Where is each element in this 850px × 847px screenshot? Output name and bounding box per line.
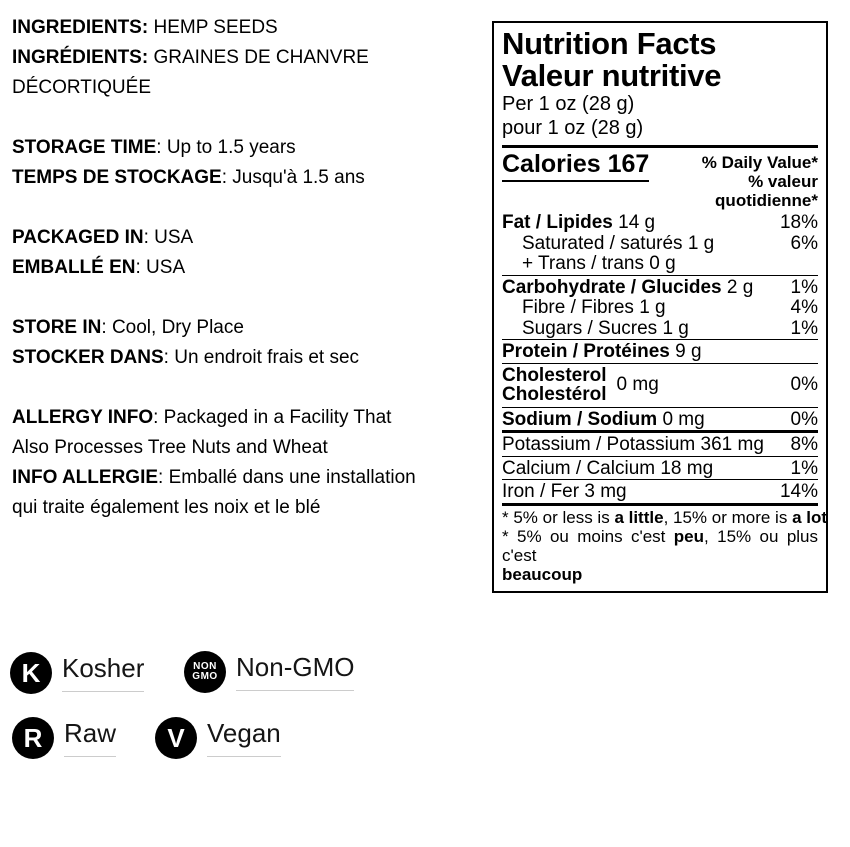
divider — [502, 339, 818, 340]
product-info-column — [12, 13, 486, 553]
vegan-icon — [155, 717, 197, 759]
cholesterol-dv: 0% — [790, 374, 818, 396]
allergy-fr-value: : Emballé dans une installation — [158, 467, 416, 488]
carb-amount: 2 g — [721, 276, 754, 298]
row-sugars — [502, 318, 818, 339]
vegan-icon-letter: V — [167, 723, 185, 753]
calories-number: 167 — [607, 150, 650, 178]
badge-kosher-label: Kosher — [62, 654, 144, 692]
divider — [502, 363, 818, 364]
allergy-fr-value2: qui traite également les noix et le blé — [12, 497, 321, 518]
nutrition-facts-panel — [492, 21, 828, 593]
footnote-fr-mid: , 15% ou plus c'est — [502, 526, 819, 565]
sodium-name: Sodium / Sodium — [502, 408, 658, 430]
saturated-name: Saturated / saturés 1 g — [522, 232, 715, 254]
row-calcium — [502, 458, 818, 479]
cholesterol-amount: 0 mg — [616, 374, 659, 396]
calcium-name: Calcium / Calcium 18 mg — [502, 457, 714, 479]
serving-size-fr: pour 1 oz (28 g) — [502, 117, 644, 139]
ingredients-en-label: INGREDIENTS: — [12, 17, 149, 38]
storage-time-group — [12, 133, 486, 193]
ingredients-en — [12, 13, 486, 43]
packaged-in-group — [12, 223, 486, 283]
non-gmo-icon — [184, 651, 226, 693]
serving-size-en: Per 1 oz (28 g) — [502, 93, 635, 115]
allergy-en-label: ALLERGY INFO — [12, 407, 154, 428]
cholesterol-name — [502, 366, 607, 405]
divider — [502, 275, 818, 276]
footnote-fr-bold1: peu — [673, 526, 705, 546]
row-saturated-fat — [502, 233, 818, 254]
packaged-in-en — [12, 223, 486, 253]
store-in-en-value: : Cool, Dry Place — [101, 317, 244, 338]
nutrition-title-en: Nutrition Facts — [502, 26, 717, 61]
storage-time-en-value: : Up to 1.5 years — [156, 137, 296, 158]
footnote-fr-pre: * 5% ou moins c'est — [502, 526, 674, 546]
row-carbohydrate — [502, 277, 818, 298]
sodium-amount: 0 mg — [657, 408, 705, 430]
store-in-en-label: STORE IN — [12, 317, 102, 338]
storage-time-fr-label: TEMPS DE STOCKAGE — [12, 167, 222, 188]
badge-vegan-label: Vegan — [207, 719, 281, 757]
divider — [502, 456, 818, 457]
badge-raw — [12, 717, 116, 759]
cholesterol-name-en: Cholesterol — [502, 364, 607, 386]
packaged-in-en-value: : USA — [143, 227, 194, 248]
badge-raw-label: Raw — [64, 719, 116, 757]
badge-kosher — [10, 652, 144, 694]
row-sodium — [502, 409, 818, 430]
kosher-icon-letter: K — [21, 658, 41, 688]
cholesterol-name-fr: Cholestérol — [502, 384, 607, 405]
packaged-in-fr-value: : USA — [135, 257, 186, 278]
sodium-dv: 0% — [790, 408, 818, 430]
store-in-fr — [12, 343, 486, 373]
calories-label: Calories — [502, 150, 601, 178]
potassium-dv: 8% — [790, 434, 818, 455]
iron-dv: 14% — [779, 481, 818, 502]
allergy-info-group — [12, 403, 486, 523]
sugars-dv: 1% — [790, 317, 818, 339]
packaged-in-en-label: PACKAGED IN — [12, 227, 144, 248]
ingredients-fr-line2 — [12, 73, 486, 103]
allergy-en — [12, 403, 486, 433]
nutrition-title-fr: Valeur nutritive — [502, 58, 722, 93]
divider-medium — [502, 503, 818, 506]
carb-dv: 1% — [790, 276, 818, 298]
row-fat — [502, 212, 818, 233]
row-cholesterol — [502, 365, 818, 406]
row-trans-fat — [502, 253, 818, 274]
protein-name: Protein / Protéines — [502, 341, 670, 362]
raw-icon-letter: R — [23, 723, 43, 753]
footnote-en-pre: * 5% or less is — [502, 507, 615, 527]
store-in-fr-label: STOCKER DANS — [12, 347, 164, 368]
footnote-en-bold1: a little — [614, 507, 664, 527]
footnote-fr-line2 — [502, 565, 818, 584]
footnote-en-bold2: a lot — [792, 507, 828, 527]
allergy-fr-line2 — [12, 493, 486, 523]
footnote-en-mid: , 15% or more is — [663, 507, 793, 527]
fat-name: Fat / Lipides — [502, 212, 613, 233]
ingredients-fr-label: INGRÉDIENTS: — [12, 47, 149, 68]
packaged-in-fr — [12, 253, 486, 283]
daily-value-header-en: % Daily Value* — [701, 153, 818, 172]
allergy-en-value2: Also Processes Tree Nuts and Wheat — [12, 437, 328, 458]
fat-amount: 14 g — [612, 212, 656, 233]
badge-non-gmo — [184, 651, 354, 693]
iron-name: Iron / Fer 3 mg — [502, 481, 627, 502]
footnote-fr — [502, 527, 818, 565]
row-protein — [502, 341, 818, 362]
calcium-dv: 1% — [790, 457, 818, 479]
row-fibre — [502, 297, 818, 318]
allergy-fr-label: INFO ALLERGIE — [12, 467, 159, 488]
daily-value-header — [649, 151, 818, 210]
calories-value — [502, 151, 649, 182]
footnote — [502, 507, 828, 584]
row-iron — [502, 481, 818, 502]
non-gmo-icon-line2: GMO — [192, 671, 218, 682]
ingredients-en-value: HEMP SEEDS — [148, 17, 278, 38]
packaged-in-fr-label: EMBALLÉ EN — [12, 257, 136, 278]
storage-time-fr-value: : Jusqu'à 1.5 ans — [221, 167, 365, 188]
divider — [502, 407, 818, 408]
trans-name: + Trans / trans 0 g — [522, 253, 676, 274]
allergy-fr — [12, 463, 486, 493]
daily-value-header-fr: % valeur quotidienne* — [715, 172, 818, 210]
store-in-group — [12, 313, 486, 373]
footnote-fr-bold2: beaucoup — [502, 564, 583, 584]
divider-medium — [502, 430, 818, 433]
store-in-en — [12, 313, 486, 343]
badge-non-gmo-label: Non-GMO — [236, 653, 354, 691]
divider — [502, 479, 818, 480]
footnote-en — [502, 507, 828, 527]
storage-time-en — [12, 133, 486, 163]
potassium-name: Potassium / Potassium 361 mg — [502, 434, 764, 455]
kosher-icon — [10, 652, 52, 694]
non-gmo-icon-text — [192, 662, 217, 682]
fibre-dv: 4% — [790, 297, 818, 318]
ingredients-group — [12, 13, 486, 103]
badge-vegan — [155, 717, 281, 759]
allergy-en-value: : Packaged in a Facility That — [153, 407, 392, 428]
non-gmo-icon-line1: NON — [193, 661, 217, 672]
fibre-name: Fibre / Fibres 1 g — [522, 297, 666, 318]
fat-dv: 18% — [779, 212, 818, 233]
storage-time-fr — [12, 163, 486, 193]
store-in-fr-value: : Un endroit frais et sec — [163, 347, 360, 368]
storage-time-en-label: STORAGE TIME — [12, 137, 157, 158]
allergy-en-line2 — [12, 433, 486, 463]
raw-icon — [12, 717, 54, 759]
carb-name: Carbohydrate / Glucides — [502, 276, 722, 298]
row-potassium — [502, 434, 818, 455]
ingredients-fr — [12, 43, 486, 73]
ingredients-fr-value2: DÉCORTIQUÉE — [12, 77, 152, 98]
sugars-name: Sugars / Sucres 1 g — [522, 317, 689, 339]
saturated-dv: 6% — [790, 232, 818, 254]
ingredients-fr-value: GRAINES DE CHANVRE — [148, 47, 369, 68]
calories-row — [502, 148, 818, 212]
protein-amount: 9 g — [669, 341, 702, 362]
